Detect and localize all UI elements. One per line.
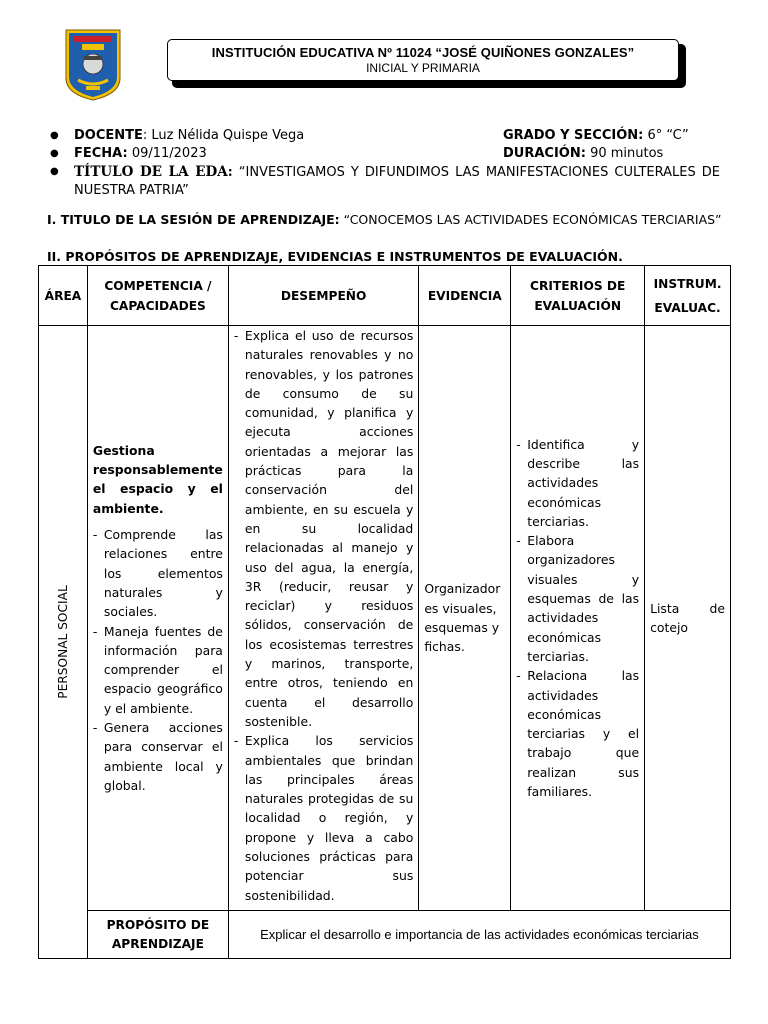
list-item: - Genera acciones para conservar el ambiente local y global. [93,718,223,795]
header-competencia: COMPETENCIA / CAPACIDADES [87,266,228,326]
table-row [39,326,731,911]
grado-value: 6° “C” [643,128,689,143]
list-item: - Explica el uso de recursos naturales renovables y no renovables, y los patrones de consumo de su comunidad, y planifica y ejecuta acciones orientadas a mejorar las prácticas para la conservación del ambiente, en su escuela y en su localidad relacionadas al manejo y uso del agua, la energía, 3R (reducir, reusar y reciclar) y residuos sólidos, conservación de los ecosistemas terrestres y marinos, transporte, entre otros, teniendo en cuenta el desarrollo sostenible. [234,326,413,731]
docente-value: : Luz Nélida Quispe Vega [142,128,305,143]
table-header-row [39,266,731,326]
criterios-list [516,435,639,802]
proposito-value: Explicar el desarrollo e importancia de las actividades económicas terciarias [260,927,699,942]
capacidades-list [93,525,223,795]
institution-title: INSTITUCIÓN EDUCATIVA Nº 11024 “JOSÉ QUIÑONES GONZALES” [211,45,635,60]
evidencia-value: Organizador es visuales, esquemas y fichas. [424,581,501,655]
header-instrumento [645,266,731,326]
criterios-cell [511,326,645,911]
evidencia-cell [419,326,511,911]
proposito-cell [228,911,730,959]
header-instrumento-line2: EVALUAC. [654,300,721,315]
duracion-label: DURACIÓN: [503,146,586,161]
list-item: - Identifica y describe las actividades económicas terciarias. [516,435,639,531]
section-purposes-heading: II. PROPÓSITOS DE APRENDIZAJE, EVIDENCIAS E INSTRUMENTOS DE EVALUACIÓN. [47,249,623,264]
list-item: - Elabora organizadores visuales y esquemas de las actividades económicas terciarias. [516,531,639,666]
duracion-value: 90 minutos [585,146,664,161]
instrumento-value: Lista de cotejo [650,600,725,635]
list-item: - Explica los servicios ambientales que brindan las principales áreas naturales protegidas de su localidad o región, y propone y lleva a cabo soluciones prácticas para potenciar sus sostenibilidad. [234,731,413,905]
desempeno-cell [228,326,418,911]
bullet-icon: ● [50,166,59,177]
area-cell [39,326,88,959]
bullet-icon: ● [50,148,59,159]
session-info [50,127,720,199]
grado-label: GRADO Y SECCIÓN: [503,128,644,143]
header-instrumento-line1: INSTRUM. [653,276,722,291]
fecha-value: 09/11/2023 [127,146,207,161]
header-criterios: CRITERIOS DE EVALUACIÓN [511,266,645,326]
proposito-label: PROPÓSITO DE APRENDIZAJE [87,911,228,959]
header-area: ÁREA [39,266,88,326]
fecha-label: FECHA: [74,146,128,161]
docente-label: DOCENTE [74,128,143,143]
institution-subtitle: INICIAL Y PRIMARIA [366,61,480,75]
session-title-value: “CONOCEMOS LAS ACTIVIDADES ECONÓMICAS TERCIARIAS” [339,212,722,227]
session-title-label: I. TITULO DE LA SESIÓN DE APRENDIZAJE: [47,212,340,227]
proposito-row [39,911,731,959]
session-title [47,212,722,227]
competencia-cell [87,326,228,911]
eda-label: TÍTULO DE LA EDA: [74,164,233,180]
list-item: - Relaciona las actividades económicas terciarias y el trabajo que realizan sus familiares. [516,666,639,801]
info-row-docente [50,127,720,145]
list-item: - Comprende las relaciones entre los elementos naturales y sociales. [93,525,223,621]
area-name: PERSONAL SOCIAL [55,585,70,699]
school-logo-icon [64,28,122,102]
evaluation-table [38,265,731,959]
header-desempeno: DESEMPEÑO [228,266,418,326]
info-row-fecha [50,145,720,163]
eda-value: “INVESTIGAMOS Y DIFUNDIMOS LAS MANIFESTACIONES CULTERALES DE NUESTRA PATRIA” [74,165,720,198]
list-item: - Maneja fuentes de información para comprender el espacio geográfico y el ambiente. [93,622,223,718]
bullet-icon: ● [50,130,59,141]
info-row-eda [50,163,720,199]
competencia-title: Gestiona responsablemente el espacio y el ambiente. [92,442,223,516]
header-evidencia: EVIDENCIA [419,266,511,326]
desempenos-list [234,326,413,905]
instrumento-cell [645,326,731,911]
institution-header [167,39,679,81]
